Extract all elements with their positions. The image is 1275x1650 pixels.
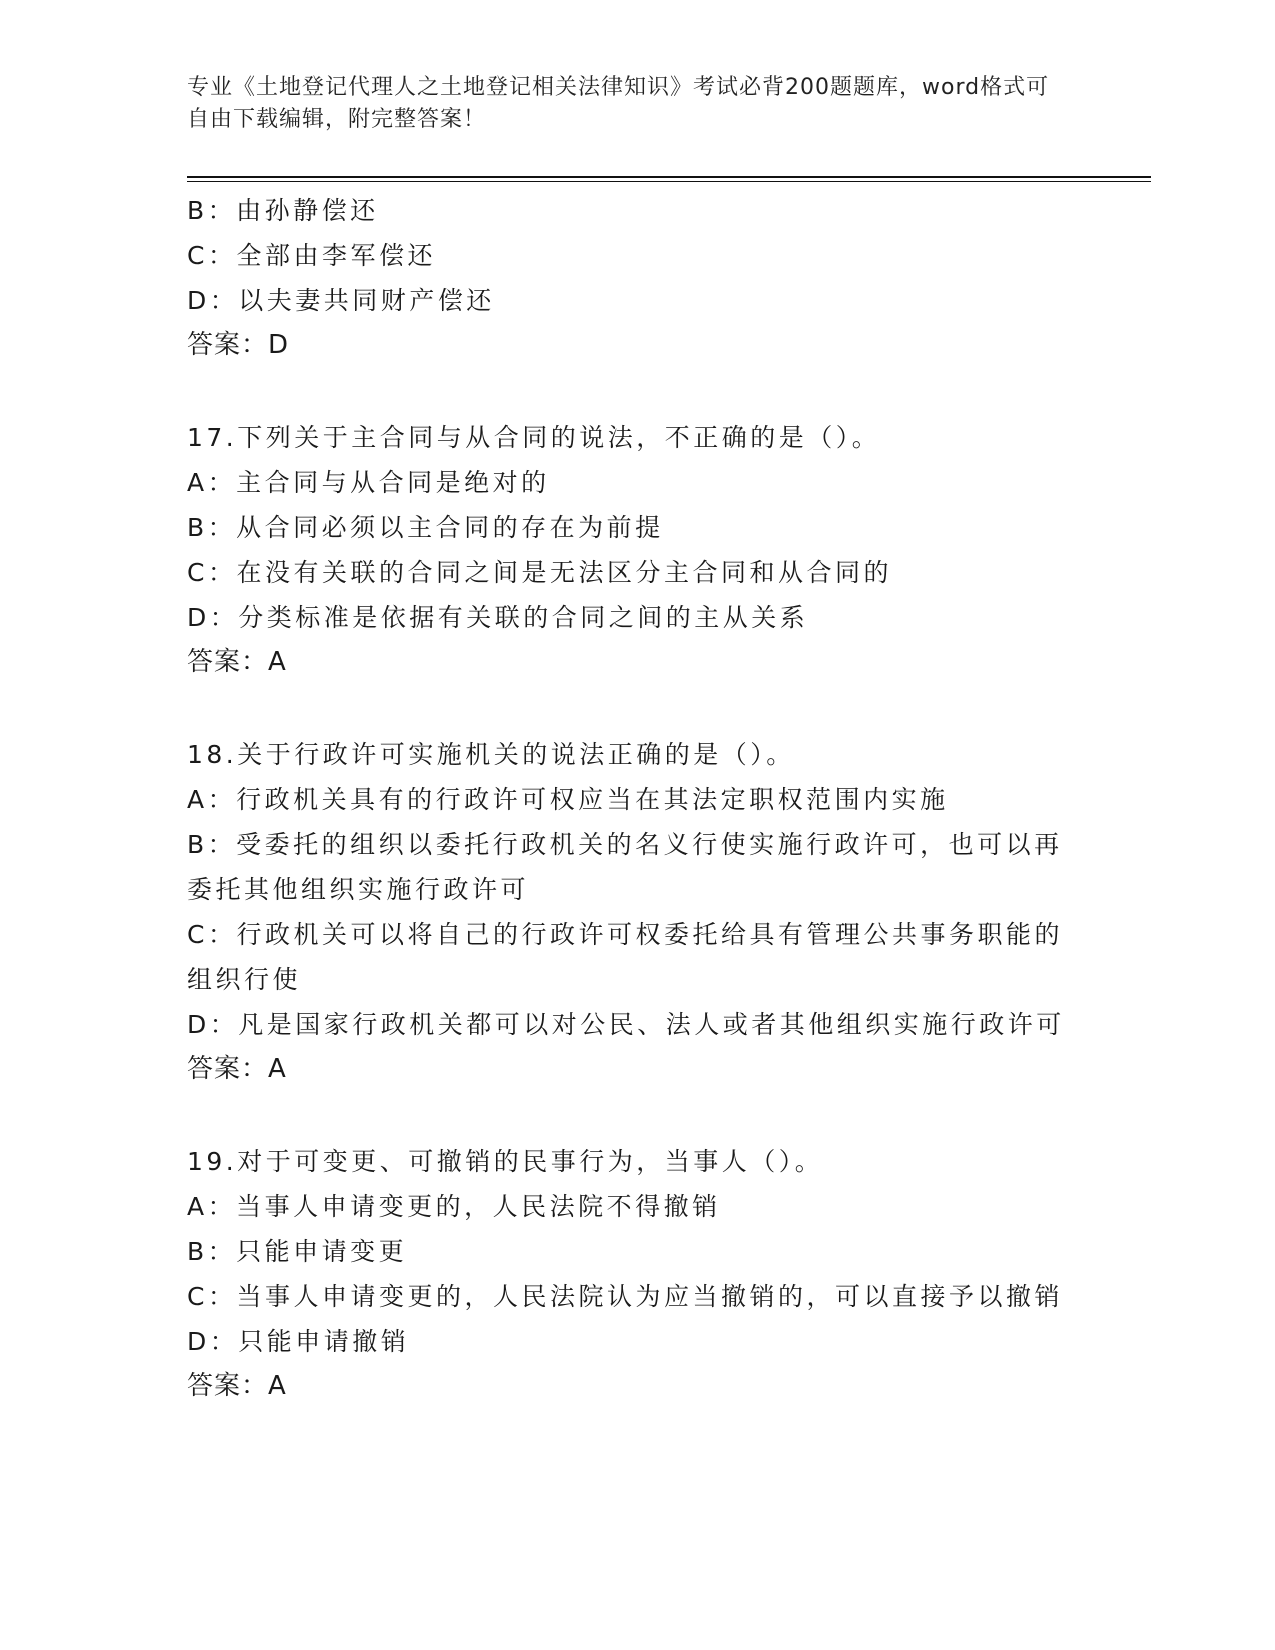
question-list: [187, 188, 1087, 1409]
option-d: D：分类标准是依据有关联的合同之间的主从关系: [187, 603, 809, 632]
option-a: A：主合同与从合同是绝对的: [187, 468, 550, 497]
question-stem: 19.对于可变更、可撤销的民事行为，当事人（）。: [187, 1147, 824, 1176]
option-c: C：行政机关可以将自己的行政许可权委托给具有管理公共事务职能的组织行使: [187, 920, 1063, 994]
question-stem: 18.关于行政许可实施机关的说法正确的是（）。: [187, 740, 795, 769]
option-a: A：行政机关具有的行政许可权应当在其法定职权范围内实施: [187, 785, 949, 814]
question-19: [187, 1139, 1087, 1409]
option-a: A：当事人申请变更的，人民法院不得撤销: [187, 1192, 721, 1221]
answer-line: 答案：A: [187, 1054, 287, 1084]
option-b: B：从合同必须以主合同的存在为前提: [187, 513, 664, 542]
answer-line: 答案：A: [187, 1371, 287, 1401]
spacer: [187, 685, 1087, 732]
option-d: D：只能申请撤销: [187, 1327, 410, 1356]
question-16-continuation: [187, 188, 1087, 368]
option-d: D：以夫妻共同财产偿还: [187, 286, 495, 315]
question-17: [187, 415, 1087, 685]
option-c: C：全部由李军偿还: [187, 241, 436, 270]
question-stem: 17.下列关于主合同与从合同的说法，不正确的是（）。: [187, 423, 881, 452]
header-divider: [187, 176, 1151, 182]
option-b: B：受委托的组织以委托行政机关的名义行使实施行政许可，也可以再委托其他组织实施行政许可: [187, 830, 1063, 904]
option-d: D：凡是国家行政机关都可以对公民、法人或者其他组织实施行政许可: [187, 1010, 1065, 1039]
option-c: C：当事人申请变更的，人民法院认为应当撤销的，可以直接予以撤销: [187, 1282, 1063, 1311]
answer-line: 答案：A: [187, 647, 287, 677]
option-c: C：在没有关联的合同之间是无法区分主合同和从合同的: [187, 558, 892, 587]
answer-line: 答案：D: [187, 330, 290, 360]
option-b: B：由孙静偿还: [187, 196, 379, 225]
spacer: [187, 368, 1087, 415]
question-18: [187, 732, 1087, 1092]
document-header: 专业《土地登记代理人之土地登记相关法律知识》考试必背200题题库，word格式可自由下载编辑，附完整答案！: [187, 75, 1050, 132]
option-b: B：只能申请变更: [187, 1237, 408, 1266]
spacer: [187, 1092, 1087, 1139]
